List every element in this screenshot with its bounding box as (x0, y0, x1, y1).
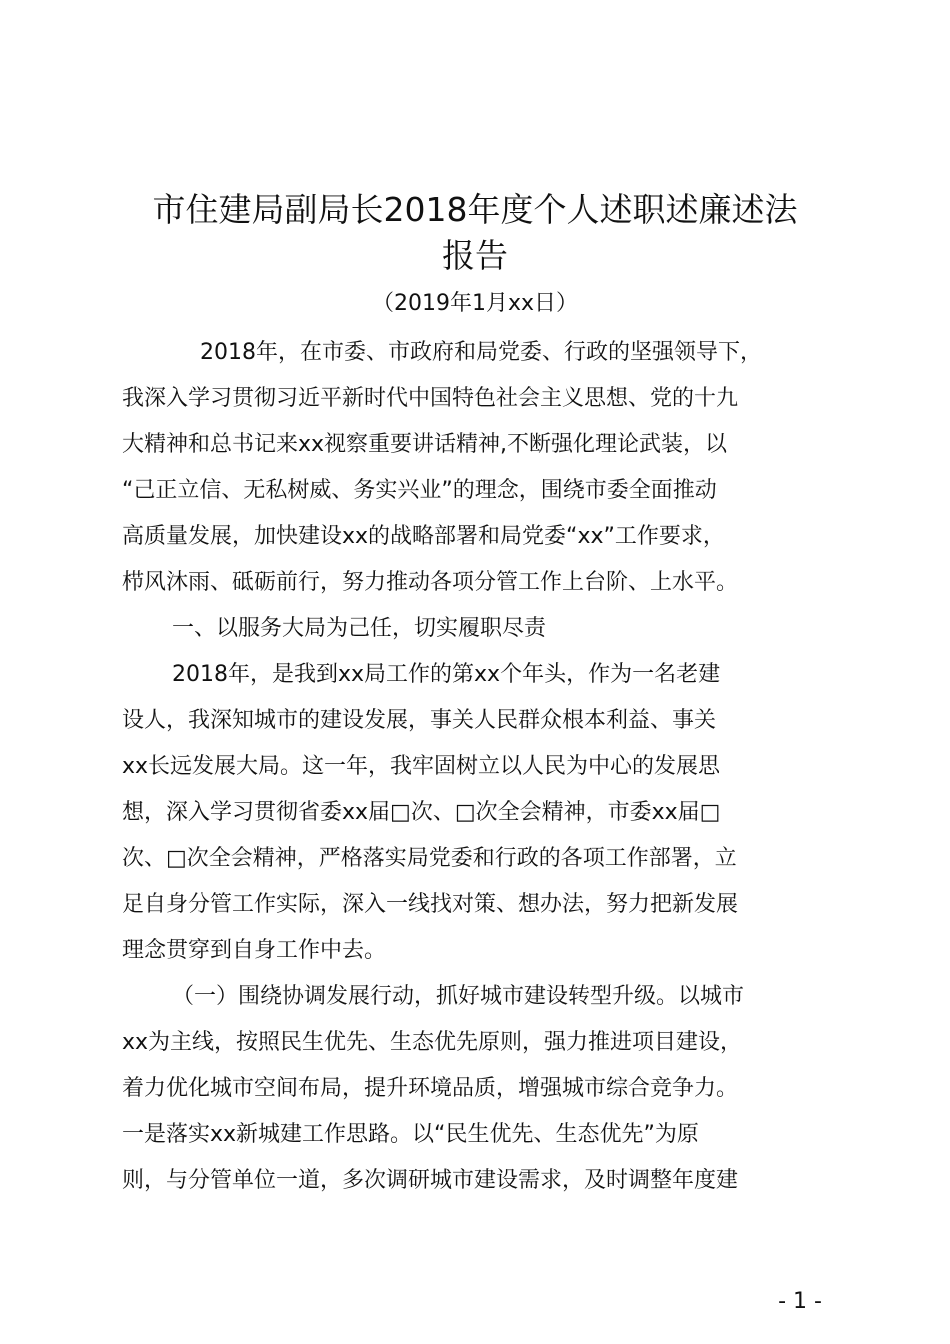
body-line: 想，深入学习贯彻省委xx届□次、□次全会精神，市委xx届□ (122, 800, 721, 825)
body-line: 2018年，在市委、市政府和局党委、行政的坚强领导下， (200, 340, 762, 365)
body-line: xx长远发展大局。这一年，我牢固树立以人民为中心的发展思 (122, 754, 721, 779)
body-line: 高质量发展，加快建设xx的战略部署和局党委“xx”工作要求， (122, 524, 725, 549)
page-number: - 1 - (778, 1289, 822, 1314)
body-line: xx为主线，按照民生优先、生态优先原则，强力推进项目建设， (122, 1030, 743, 1055)
document-title-line-2: 报告 (442, 236, 508, 275)
body-line: 我深入学习贯彻习近平新时代中国特色社会主义思想、党的十九 (122, 386, 739, 411)
body-line: 大精神和总书记来xx视察重要讲话精神,不断强化理论武装，以 (122, 432, 728, 457)
body-line: “己正立信、无私树威、务实兴业”的理念，围绕市委全面推动 (122, 478, 717, 503)
section-heading: 一、以服务大局为己任，切实履职尽责 (172, 616, 547, 641)
body-line: 次、□次全会精神，严格落实局党委和行政的各项工作部署，立 (122, 846, 737, 871)
document-title-line-1: 市住建局副局长2018年度个人述职述廉述法 (152, 190, 798, 229)
body-line: 2018年，是我到xx局工作的第xx个年头，作为一名老建 (172, 662, 721, 687)
body-line: 栉风沐雨、砥砺前行，努力推动各项分管工作上台阶、上水平。 (122, 570, 739, 595)
subsection-line: （一）围绕协调发展行动，抓好城市建设转型升级。以城市 (172, 984, 745, 1009)
body-line: 着力优化城市空间布局，提升环境品质，增强城市综合竞争力。 (122, 1076, 739, 1101)
body-line: 一是落实xx新城建工作思路。以“民生优先、生态优先”为原 (122, 1122, 699, 1147)
body-line: 足自身分管工作实际，深入一线找对策、想办法，努力把新发展 (122, 892, 739, 917)
body-line: 理念贯穿到自身工作中去。 (122, 938, 387, 963)
body-line: 设人，我深知城市的建设发展，事关人民群众根本利益、事关 (122, 708, 717, 733)
body-line: 则，与分管单位一道，多次调研城市建设需求，及时调整年度建 (122, 1168, 739, 1193)
document-date: （2019年1月xx日） (371, 291, 579, 316)
